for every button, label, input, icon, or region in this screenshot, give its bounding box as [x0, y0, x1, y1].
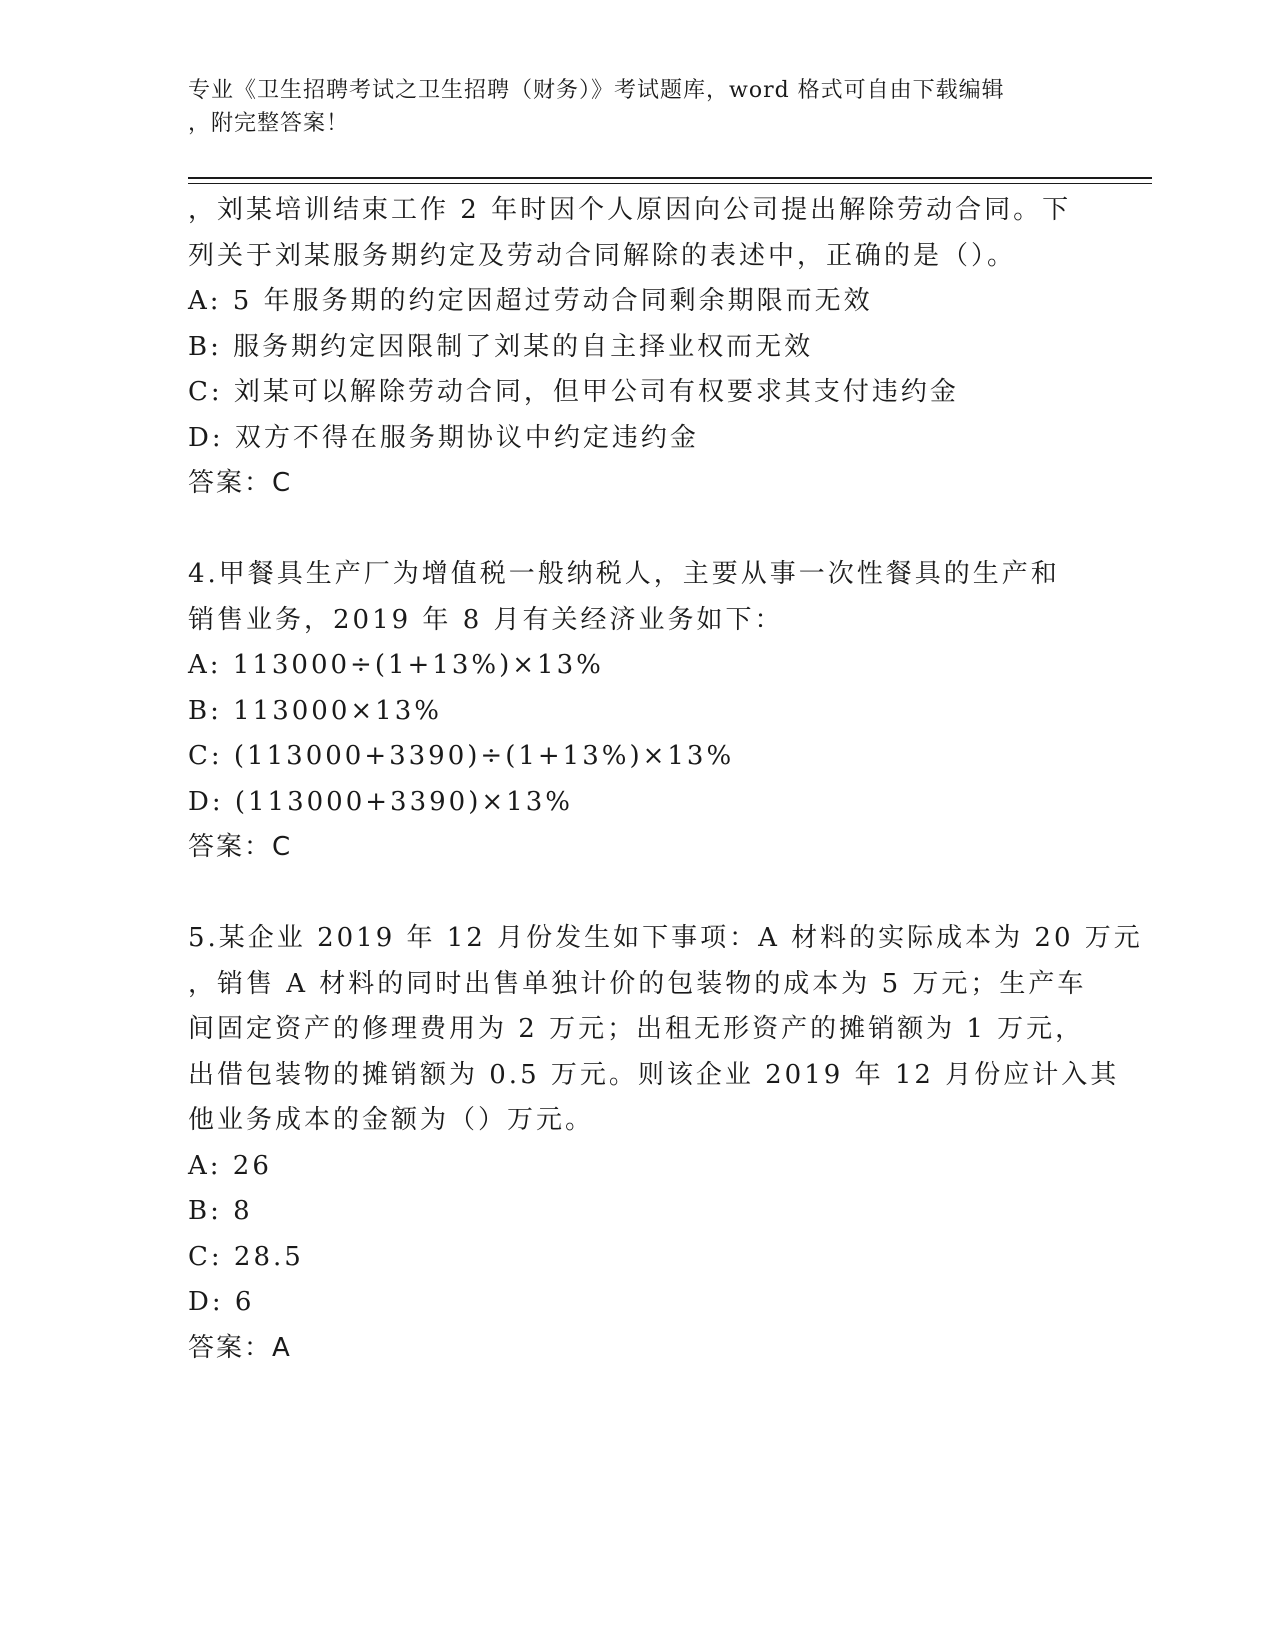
- question-stem-line: 出借包装物的摊销额为 0.5 万元。则该企业 2019 年 12 月份应计入其: [188, 1059, 1120, 1090]
- question-stem-line: ，刘某培训结束工作 2 年时因个人原因向公司提出解除劳动合同。下: [188, 195, 1072, 225]
- option-c: C: (113000+3390)÷(1+13%)×13%: [188, 741, 735, 771]
- document-body: [188, 188, 1143, 1371]
- question-stem-line: 5.某企业 2019 年 12 月份发生如下事项：A 材料的实际成本为 20 万元: [188, 923, 1143, 953]
- option-c: C: 28.5: [188, 1241, 304, 1272]
- question-stem-line: 间固定资产的修理费用为 2 万元；出租无形资产的摊销额为 1 万元，: [188, 1014, 1085, 1044]
- question-stem-line: 4.甲餐具生产厂为增值税一般纳税人，主要从事一次性餐具的生产和: [188, 559, 1060, 589]
- document-header: [188, 74, 1068, 140]
- question-5: [188, 916, 1143, 1371]
- question-stem-line: 列关于刘某服务期约定及劳动合同解除的表述中，正确的是（）。: [188, 240, 1017, 271]
- header-line-1: 专业《卫生招聘考试之卫生招聘（财务）》考试题库，word 格式可自由下载编辑: [188, 78, 1005, 103]
- option-b: B: 8: [188, 1196, 253, 1226]
- question-3: [188, 188, 1078, 507]
- question-stem-line: 销售业务，2019 年 8 月有关经济业务如下：: [188, 604, 784, 635]
- header-line-2: ，附完整答案！: [188, 111, 350, 136]
- option-d: D: (113000+3390)×13%: [188, 786, 573, 817]
- option-a: A: 26: [188, 1150, 272, 1181]
- answer-line: 答案：A: [188, 1332, 292, 1363]
- option-d: D: 双方不得在服务期协议中约定违约金: [188, 422, 699, 453]
- option-a: A: 113000÷(1+13%)×13%: [188, 650, 604, 680]
- option-c: C: 刘某可以解除劳动合同，但甲公司有权要求其支付违约金: [188, 377, 959, 407]
- option-a: A: 5 年服务期的约定因超过劳动合同剩余期限而无效: [188, 286, 873, 316]
- answer-line: 答案：C: [188, 832, 293, 862]
- header-divider-thick: [188, 177, 1152, 179]
- question-stem-line: 他业务成本的金额为（）万元。: [188, 1105, 595, 1135]
- answer-line: 答案：C: [188, 468, 293, 498]
- question-4: [188, 552, 1078, 871]
- option-b: B: 113000×13%: [188, 695, 442, 726]
- option-d: D: 6: [188, 1287, 255, 1317]
- spacer: [188, 871, 1078, 917]
- option-b: B: 服务期约定因限制了刘某的自主择业权而无效: [188, 331, 814, 362]
- question-stem-line: ，销售 A 材料的同时出售单独计价的包装物的成本为 5 万元；生产车: [188, 968, 1087, 999]
- spacer: [188, 507, 1078, 553]
- header-divider-thin: [188, 183, 1152, 184]
